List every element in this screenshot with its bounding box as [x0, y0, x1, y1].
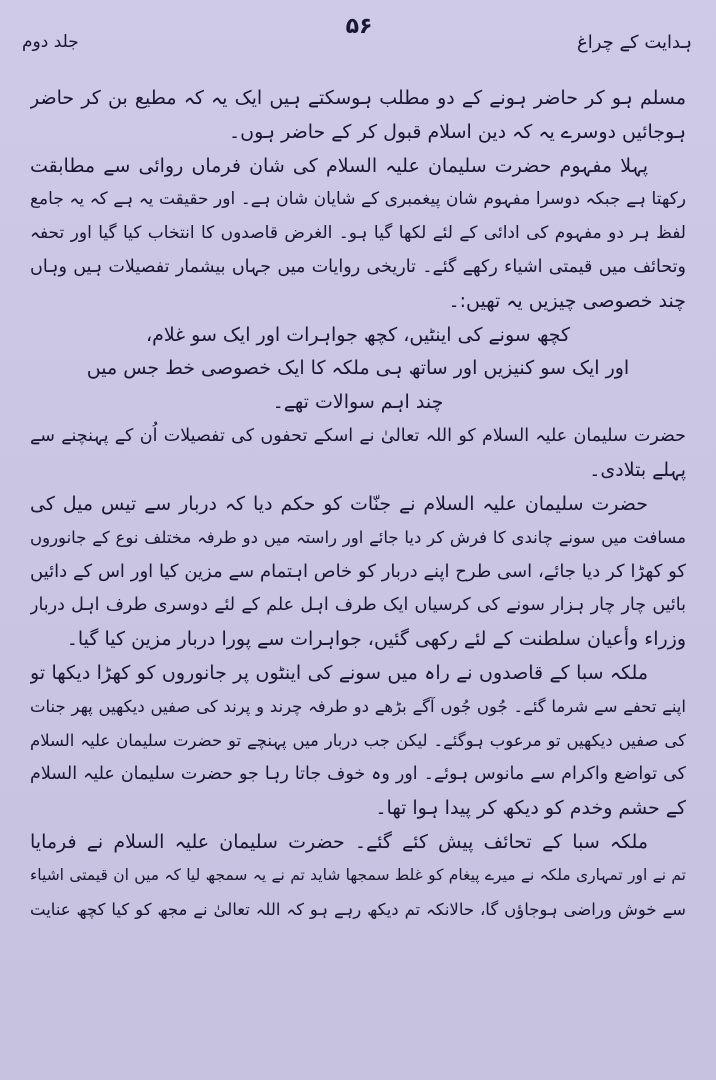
text-line: اپنے تحفے سے شرما گئے۔ جُوں جُوں آگے بڑھے دو طرفہ چرند و پرند کی صفیں دیکھیں پھر جنات	[30, 697, 686, 717]
text-line: وزراء وأعیان سلطنت کے لئے رکھی گئیں، جواہرات سے پورا دربار مزین کیا گیا۔	[66, 627, 686, 650]
text-line: ملکہ سبا کے قاصدوں نے راہ میں سونے کی اینٹوں پر جانوروں کو کھڑا دیکھا تو	[30, 661, 648, 684]
text-line: مسلم ہو کر حاضر ہونے کے دو مطلب ہوسکتے ہیں ایک یہ کہ مطیع بن کر حاضر	[30, 87, 686, 109]
book-title: ہدایت کے چراغ	[576, 32, 692, 53]
page-body	[30, 82, 686, 927]
text-line: مسافت میں سونے چاندی کا فرش کر دیا جائے اور راستہ میں دو طرفہ مختلف نوع کے جانوروں	[30, 528, 686, 548]
text-line: کی تواضع واکرام سے مانوس ہوئے۔ اور وہ خوف جاتا رہا جو حضرت سلیمان علیہ السلام	[30, 763, 686, 784]
text-line: کے حشم وخدم کو دیکھ کر پیدا ہوا تھا۔	[375, 796, 686, 819]
text-line: پہلا مفہوم حضرت سلیمان علیہ السلام کی شان فرماں روائی سے مطابقت	[30, 154, 648, 177]
page-number: ۵۶	[345, 14, 373, 39]
text-line: بائیں چار چار ہزار سونے کی کرسیاں ایک طرف اہل علم کے لئے دوسری طرف اہل دربار	[30, 594, 686, 615]
text-line: لفظ ہر دو مفہوم کی ادائی کے لئے لکھا گیا ہو۔ الغرض قاصدوں کا انتخاب کیا گیا اور تحفہ	[30, 223, 686, 244]
text-line: چند خصوصی چیزیں یہ تھیں:۔	[448, 289, 686, 312]
text-line: پہلے بتلادی۔	[589, 458, 686, 481]
text-line: سے خوش وراضی ہوجاؤں گا، حالانکہ تم دیکھ رہے ہو کہ اللہ تعالیٰ نے مجھ کو کیا کچھ عنایت	[30, 900, 686, 920]
volume-label: جلد دوم	[22, 32, 79, 52]
text-line: اور ایک سو کنیزیں اور ساتھ ہی ملکہ کا ایک خصوصی خط جس میں	[86, 357, 630, 380]
text-line: حضرت سلیمان علیہ السلام نے جنّات کو حکم دیا کہ دربار سے تیس میل کی	[30, 492, 648, 515]
text-line: کچھ سونے کی اینٹیں، کچھ جواہرات اور ایک سو غلام،	[145, 323, 571, 346]
text-line: ہوجائیں دوسرے یہ کہ دین اسلام قبول کر کے حاضر ہوں۔	[229, 120, 686, 143]
text-line: کی صفیں دیکھیں تو مرعوب ہوگئے۔ لیکن جب دربار میں پہنچے تو حضرت سلیمان علیہ السلام	[30, 731, 686, 751]
text-line: رکھتا ہے جبکہ دوسرا مفہوم شان پیغمبری کے شایان شان ہے۔ اور حقیقت یہ ہے کہ یہ جامع	[30, 189, 686, 210]
text-line: وتحائف میں قیمتی اشیاء رکھے گئے۔ تاریخی روایات میں جہاں بیشمار تفصیلات ہیں وہاں	[30, 256, 686, 277]
text-line: تم نے اور تمہاری ملکہ نے میرے پیغام کو غلط سمجھا شاید تم نے یہ سمجھ لیا کہ میں ان قیمتی اشیاء	[30, 866, 686, 885]
page-header	[22, 10, 696, 56]
text-line: چند اہم سوالات تھے۔	[272, 391, 444, 414]
text-line: کو کھڑا کر دیا جائے، اسی طرح اپنے دربار کو خاص اہتمام سے مزین کیا اور اس کے دائیں	[30, 561, 686, 583]
text-line: حضرت سلیمان علیہ السلام کو اللہ تعالیٰ نے اسکے تحفوں کی تفصیلات اُن کے پہنچنے سے	[30, 425, 686, 446]
text-line: ملکہ سبا کے تحائف پیش کئے گئے۔ حضرت سلیمان علیہ السلام نے فرمایا	[30, 830, 648, 853]
